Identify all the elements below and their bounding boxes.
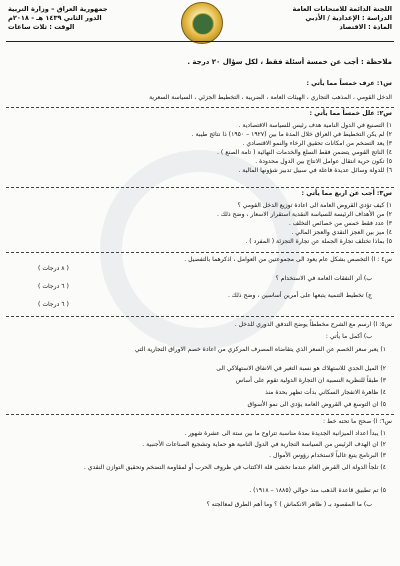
q4a-marks: ( ٨ درجات ) [38,265,69,272]
q6-item: ٢) ان الهدف الرئيس من السياسة التجارية في الدول النامية هو حماية وتشجيع الصناعات الأجنبية . [142,441,386,448]
divider [6,252,394,253]
q2-item: ٤) الناتج القومي يتضمن فقط السلع والخدمات النهائية ( تامة الصنع ) . [217,149,392,156]
header-divider [6,41,394,42]
header-ministry: جمهورية العراق – وزارة التربية [8,5,108,13]
q4c-text: ج) تخطيط التنمية يتبعها على أمرين أساسين ، وضح ذلك . [227,292,372,299]
divider [6,107,394,108]
q5-item: ٢) الميل الحدي للاستهلاك هو نسبة التغير في الانفاق الاستهلاكي الى [216,365,386,372]
ministry-logo [181,2,223,44]
q5b-text: ب) أكمل ما يأتي : [325,333,372,340]
q6a-text: س٦: ا) صحح ما تحته خط : [323,418,392,425]
q6-item: ٤) تلجأ الدولة الى القرض العام عندما تخشى قلة الاكتتاب في ظروف الحرب أو لمقاومة التضخم وتحقيق التوازن النقدي . [83,464,386,471]
divider [6,316,394,317]
q6-item: ٥) تم تطبيق قاعدة الذهب منذ حوالي (١٨٨٥ – ١٩١٨) . [249,487,386,494]
q3-item: ٥) بماذا تختلف تجارة الجملة عن تجارة التجزئة ( المفرد ) . [245,238,392,245]
q2-item: ١) التصنيع في الدول النامية هدف رئيس للسياسة الاقتصادية . [238,122,392,129]
q5a-text: س٥: ا) ارسم مع الشرح مخططاً يوضح التدفق الدوري للدخل . [234,321,392,328]
q4c-marks: ( ٦ درجات ) [38,301,69,308]
q2-title: س٢: علل خمساً مما يأتي : [309,110,392,117]
watermark-seal [100,150,300,350]
q6b-text: ب) ما المقصود بـ ( ظاهر الانكماش ) ؟ وما أهم الطرق لمعالجته ؟ [206,501,372,508]
q2-item: ٣) يعد التضخم من امكانات تحقيق الرخاء والنمو الاقتصادي . [242,140,392,147]
divider [6,414,394,415]
q2-item: ٦) للدولة وسائل عديدة فاعلة في سبيل تدبير شؤونها المالية . [238,167,392,174]
q2-item: ٢) لم يكن التخطيط في العراق خلال المدة ما بين (١٩٢٧ – ١٩٥٠) ذا نتائج طيبة . [191,131,392,138]
q6-item: ٣) البرنامج يتبع غالباً لاستخدام رؤوس الأموال . [269,452,386,459]
q1-terms: الدخل القومي ، المذهب التجاري ، الهيئات العامة ، الضريبة ، التخطيط الجزئي ، السياسة السعرية [149,94,392,101]
q4a-text: س٤ : ا) التخصص بشكل عام يعود الى مجموعتين من العوامل ، اذكرهما بالتفصيل . [184,256,392,263]
header-study: الدراسة : الإعدادية / الأدبي [305,14,392,22]
q5-item: ١) يعبر سعر الخصم عن السعر الذي يتقاضاه المصرف المركزي من اعادة خصم الاوراق التجارية التي [134,346,386,353]
q2-item: ٥) تكون حرية انتقال عوامل الانتاج بين الدول محدودة . [255,158,392,165]
q1-title: س١: عرف خمساً مما يأتي : [306,80,392,87]
divider [6,187,394,188]
q3-title: س٣: أجب عن اربع مما يأتي : [301,190,392,197]
header-time: الوقت : ثلاث ساعات [8,23,75,31]
q3-item: ١) كيف تؤدي القروض العامة الى اعادة توزيع الدخل القومي ؟ [237,202,392,209]
exam-instructions: ملاحظة : أجب عن خمسة أسئلة فقط ، لكل سؤال ٢٠ درجة . [187,58,392,66]
q4b-marks: ( ٦ درجات ) [38,283,69,290]
q5-item: ٣) طبقاً للنظرية النسبية ان التجارة الدولية تقوم على أساس [235,377,386,384]
header-session: الدور الثاني ١٤٣٩ هـ - ٢٠١٨م [8,14,102,22]
q4b-text: ب) أثر النفقات العامة في الاستخدام ؟ [275,275,372,282]
q3-item: ٣) عدد فقط خمس من خصائص التخلف . [288,220,392,227]
q5-item: ٥) ان التوسع في القروض العامة يؤدي الى نمو الأسواق [247,401,386,408]
q3-item: ٢) من الأهداف الرئيسة للسياسة النقدية استقرار الاسعار ، وضح ذلك . [216,211,392,218]
header-committee: اللجنة الدائمة للامتحانات العامة [292,5,392,13]
q3-item: ٤) ميز بين العجز النقدي والعجز المالي . [291,229,392,236]
header-subject: المادة : الاقتصاد [339,23,392,31]
q5-item: ٤) ظاهرة الانفجار السكاني بدأت تظهر بحدة منذ [265,389,386,396]
q6-item: ١) يبدأ اعداد الميزانية الجديدة بمدة مناسبة تتراوح ما بين ستة الى عشرة شهور . [184,430,386,437]
